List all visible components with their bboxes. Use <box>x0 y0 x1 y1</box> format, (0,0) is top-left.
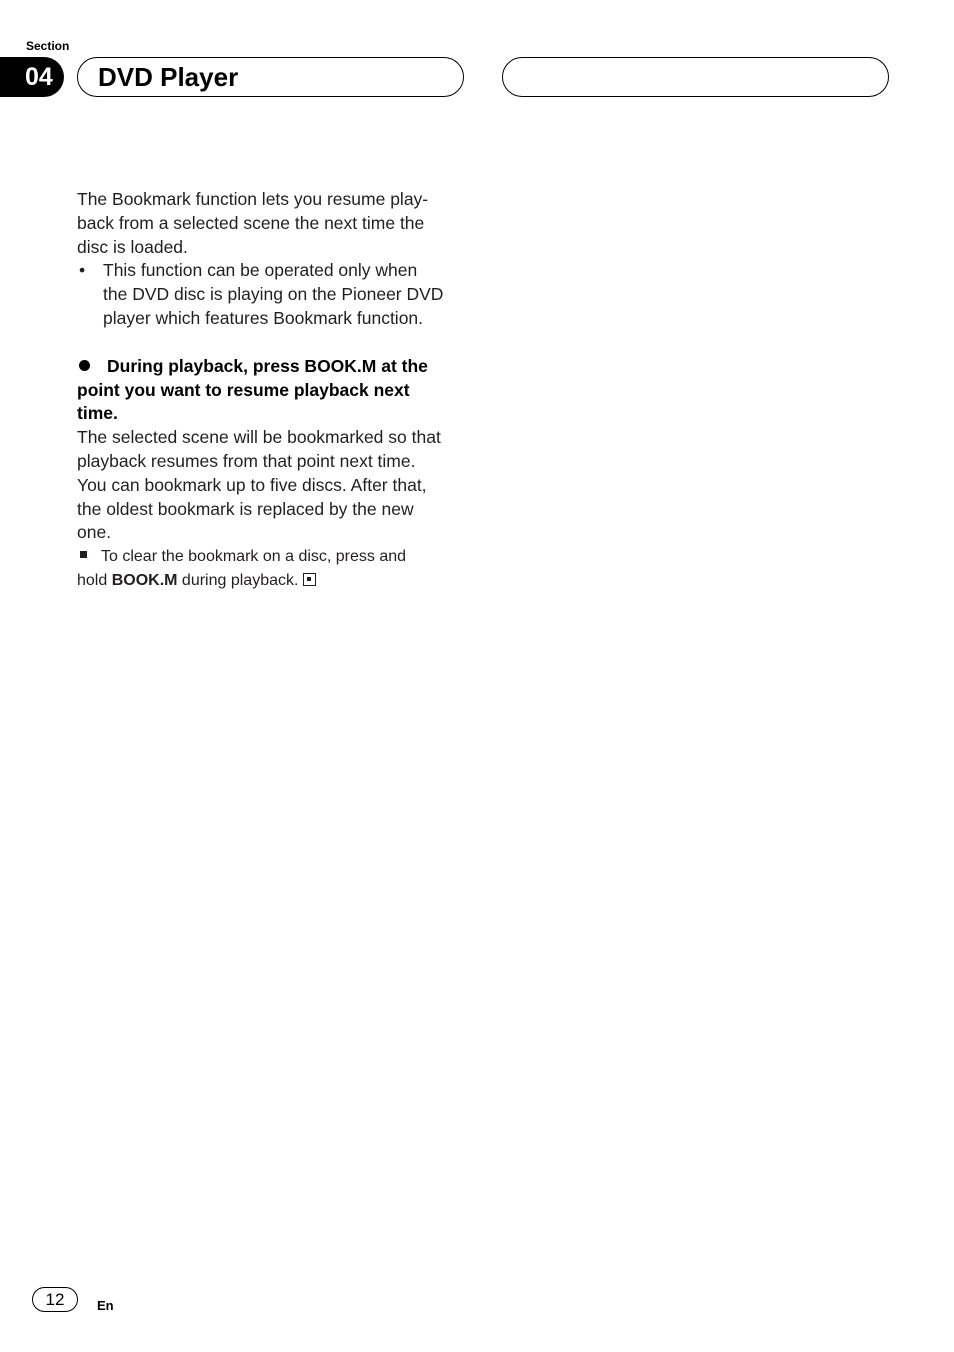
step-line: During playback, press BOOK.M at the <box>107 355 428 376</box>
result-line: one. <box>77 522 112 543</box>
step-line: point you want to resume playback next <box>77 379 410 400</box>
bullet-line: This function can be operated only when <box>103 260 418 281</box>
page-number: 12 <box>32 1287 78 1312</box>
note-paragraph <box>77 545 467 592</box>
subtitle-box-empty <box>502 57 889 97</box>
step-line: time. <box>77 403 118 424</box>
result-paragraph <box>77 426 467 545</box>
language-label: En <box>97 1298 114 1313</box>
note-line-suffix: during playback. <box>177 571 299 589</box>
section-number-tab: 04 <box>0 57 64 97</box>
intro-line: The Bookmark function lets you resume play- <box>77 189 429 209</box>
result-line: the oldest bookmark is replaced by the new <box>77 498 414 519</box>
bullet-item <box>77 259 467 330</box>
intro-line: disc is loaded. <box>77 236 188 257</box>
section-label: Section <box>26 39 70 53</box>
bullet-line: the DVD disc is playing on the Pioneer DVD <box>103 284 444 305</box>
bullet-symbol: • <box>79 260 86 281</box>
note-line-prefix: hold <box>77 571 112 589</box>
result-line: playback resumes from that point next time. <box>77 450 416 471</box>
step-bullet-icon <box>79 360 90 371</box>
note-key-label: BOOK.M <box>111 571 178 589</box>
chapter-title-box <box>77 57 464 97</box>
main-content <box>77 188 467 592</box>
chapter-title: DVD Player <box>98 62 239 92</box>
step-instruction <box>77 355 467 426</box>
bullet-line: player which features Bookmark function. <box>103 307 424 328</box>
note-line: To clear the bookmark on a disc, press and <box>101 548 407 566</box>
end-mark-icon <box>303 573 316 586</box>
intro-paragraph <box>77 188 467 259</box>
result-line: You can bookmark up to five discs. After that, <box>77 474 427 495</box>
intro-line: back from a selected scene the next time the <box>77 212 425 233</box>
note-square-icon <box>80 551 87 558</box>
result-line: The selected scene will be bookmarked so that <box>77 427 441 448</box>
